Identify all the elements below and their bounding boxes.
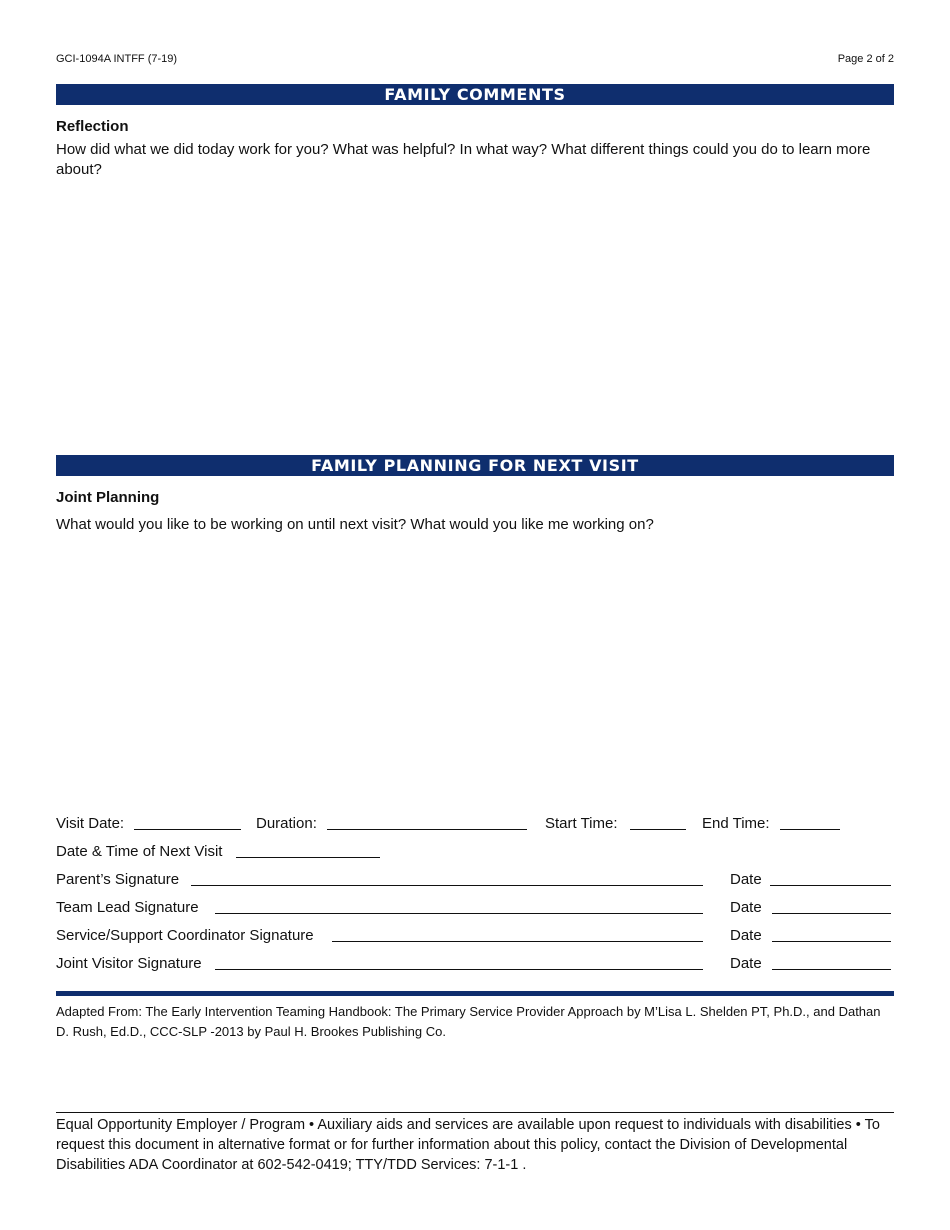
reflection-prompt: How did what we did today work for you? What was helpful? In what way? What different things could you do to learn more about? (56, 141, 871, 178)
family-planning-banner: FAMILY PLANNING FOR NEXT VISIT (56, 455, 894, 476)
source-credit: Adapted From: The Early Intervention Teaming Handbook: The Primary Service Provider Approach by M’Lisa L. Shelden PT, Ph.D., and Dathan D. Rush, Ed.D., CCC-SLP -2013 by Paul H. Brookes Publishing Co. (56, 1004, 881, 1039)
joint-planning-prompt: What would you like to be working on until next visit? What would you like me working on? (56, 516, 654, 533)
parent-signature-field[interactable] (191, 885, 703, 886)
duration-label: Duration: (256, 815, 317, 832)
joint-planning-heading: Joint Planning (56, 489, 160, 506)
team-lead-date-field[interactable] (772, 913, 891, 914)
parent-date-label: Date (730, 871, 762, 888)
coordinator-date-label: Date (730, 927, 762, 944)
visit-date-label: Visit Date: (56, 815, 125, 832)
coordinator-signature-field[interactable] (332, 941, 703, 942)
parent-signature-label: Parent’s Signature (56, 871, 180, 888)
start-time-field[interactable] (630, 829, 686, 830)
coordinator-date-field[interactable] (772, 941, 891, 942)
joint-visitor-date-field[interactable] (772, 969, 891, 970)
joint-planning-response-area[interactable] (56, 545, 894, 800)
section-divider (56, 991, 894, 996)
joint-visitor-signature-field[interactable] (215, 969, 703, 970)
next-visit-label: Date & Time of Next Visit (56, 843, 223, 860)
end-time-label: End Time: (702, 815, 770, 832)
reflection-response-area[interactable] (56, 185, 894, 445)
start-time-label: Start Time: (545, 815, 618, 832)
reflection-heading: Reflection (56, 118, 129, 135)
footer-divider (56, 1112, 894, 1113)
joint-visitor-date-label: Date (730, 955, 762, 972)
end-time-field[interactable] (780, 829, 840, 830)
footer-notice: Equal Opportunity Employer / Program • Auxiliary aids and services are available upon request to individuals with disabilities • To request this document in alternative format or for further information about this policy, contact the Division of Developmental Disabilities ADA Coordinator at 602-542-0419; TTY/TDD Services: 7-1-1 . (56, 1117, 880, 1173)
visit-date-field[interactable] (134, 829, 241, 830)
coordinator-signature-label: Service/Support Coordinator Signature (56, 927, 314, 944)
page-number: Page 2 of 2 (837, 53, 894, 65)
team-lead-signature-field[interactable] (215, 913, 703, 914)
form-id: GCI-1094A INTFF (7-19) (56, 53, 178, 65)
team-lead-date-label: Date (730, 899, 762, 916)
parent-date-field[interactable] (770, 885, 891, 886)
joint-visitor-signature-label: Joint Visitor Signature (56, 955, 202, 972)
duration-field[interactable] (327, 829, 527, 830)
team-lead-signature-label: Team Lead Signature (56, 899, 199, 916)
next-visit-field[interactable] (236, 857, 380, 858)
family-comments-banner: FAMILY COMMENTS (56, 84, 894, 105)
